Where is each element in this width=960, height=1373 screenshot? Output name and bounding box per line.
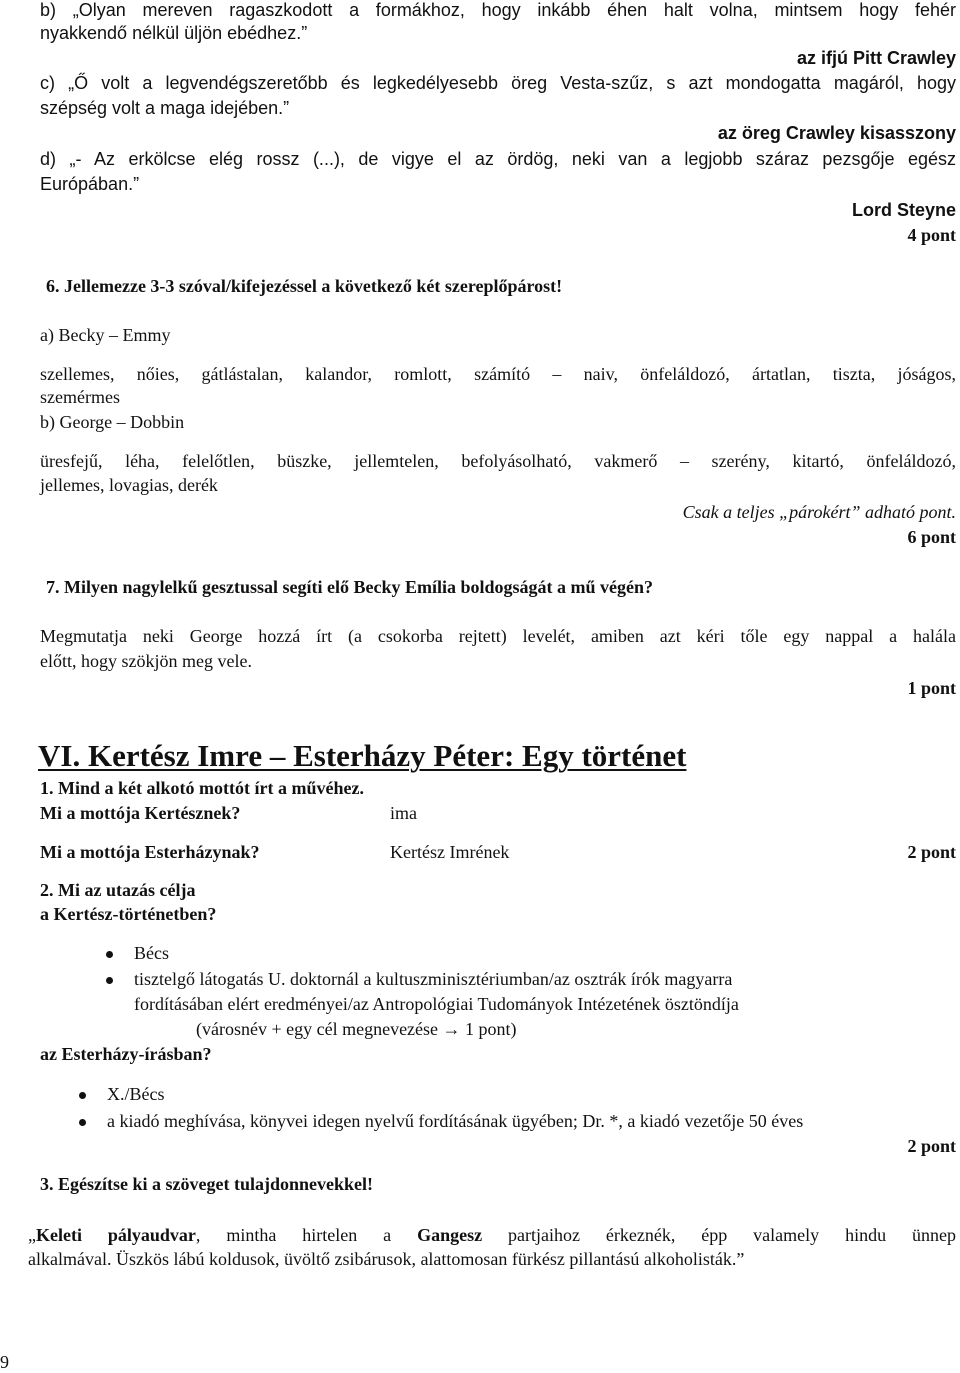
q5-c-line2: szépség volt a maga idejében.” [40, 98, 290, 118]
q6-note: Csak a teljes „párokért” adható pont. [682, 502, 956, 522]
q5-points: 4 pont [907, 225, 956, 245]
q6-a-line1: szellemes, nőies, gátlástalan, kalandor, romlott, számító – naiv, önfeláldozó, ártatlan, tiszta, jóságos, [40, 364, 956, 384]
s6-q3-answer-2: Gangesz [417, 1225, 483, 1245]
s6-q3-title: 3. Egészítse ki a szöveget tulajdonnevekkel! [40, 1174, 373, 1194]
q7-points: 1 pont [907, 678, 956, 698]
bullet-icon [106, 951, 113, 958]
s6-q2-title-line1: 2. Mi az utazás célja [40, 880, 196, 900]
section-title: VI. Kertész Imre – Esterházy Péter: Egy történet [38, 738, 687, 773]
q7-answer-line2: előtt, hogy szökjön meg vele. [40, 651, 252, 671]
q7-title: 7. Milyen nagylelkű gesztussal segíti elő Becky Emília boldogságát a mű végén? [46, 577, 654, 597]
s6-q2-esterhazy-bullet-1: X./Bécs [107, 1084, 165, 1104]
q5-c-answer: az öreg Crawley kisasszony [717, 123, 956, 143]
q6-a-label: a) Becky – Emmy [40, 325, 171, 345]
bullet-icon [79, 1092, 86, 1099]
s6-q2-esterhazy-label: az Esterházy-írásban? [40, 1044, 212, 1064]
s6-q1-points: 2 pont [907, 842, 956, 862]
s6-q2-kertesz-note: (városnév + egy cél megnevezése → 1 pont) [196, 1019, 517, 1039]
page-number: 9 [0, 1352, 9, 1372]
s6-q3-line2: alkalmával. Üszkös lábú koldusok, üvöltő zsibárusok, alattomosan fürkész pillantású alkoholisták.” [28, 1249, 745, 1269]
q6-title: 6. Jellemezze 3-3 szóval/kifejezéssel a következő két szereplőpárost! [46, 276, 563, 296]
s6-q2-esterhazy-bullet-2: a kiadó meghívása, könyvei idegen nyelvű fordításának ügyében; Dr. *, a kiadó vezetője 50 éves [107, 1111, 804, 1131]
q6-points: 6 pont [907, 527, 956, 547]
q5-d-line2: Európában.” [40, 174, 140, 194]
q6-b-line2: jellemes, lovagias, derék [40, 475, 218, 495]
q5-b-answer: az ifjú Pitt Crawley [796, 48, 956, 68]
s6-q1-title: 1. Mind a két alkotó mottót írt a művéhez. [40, 778, 364, 798]
q6-b-label: b) George – Dobbin [40, 412, 185, 432]
q5-b-line2: nyakkendő nélkül üljön ebédhez.” [40, 23, 308, 43]
s6-q1-esterhazy-label: Mi a mottója Esterházynak? [40, 842, 260, 862]
s6-q3-text-2: , mintha hirtelen a [195, 1225, 418, 1245]
s6-q3-line1 [28, 1225, 956, 1246]
s6-q2-title-line2: a Kertész-történetben? [40, 904, 217, 924]
s6-q3-text-3: partjaihoz érkeznék, épp valamely hindu ünnep [482, 1225, 956, 1245]
s6-q1-esterhazy-answer: Kertész Imrének [390, 842, 510, 862]
q5-c-line1: c) „Ő volt a legvendégszeretőbb és legkedélyesebb öreg Vesta-szűz, s azt mondogatta magáról, hogy [40, 73, 956, 93]
bullet-icon [79, 1119, 86, 1126]
s6-q2-kertesz-cont: fordításában elért eredményei/az Antropológiai Tudományok Intézetének ösztöndíja [134, 994, 739, 1014]
s6-q3-text-1: „ [28, 1225, 36, 1245]
bullet-icon [106, 977, 113, 984]
q6-a-line2: szemérmes [40, 387, 120, 407]
s6-q2-points: 2 pont [907, 1136, 956, 1156]
q6-b-line1: üresfejű, léha, felelőtlen, büszke, jellemtelen, befolyásolható, vakmerő – szerény, kitartó, önfeláldozó, [40, 451, 956, 471]
s6-q3-answer-1: Keleti pályaudvar [36, 1225, 196, 1245]
s6-q2-kertesz-bullet-1: Bécs [134, 943, 169, 963]
q5-d-line1: d) „- Az erkölcse elég rossz (...), de vigye el az ördög, neki van a legjobb száraz pezsgője egész [40, 149, 956, 169]
s6-q1-kertesz-answer: ima [390, 803, 417, 823]
q5-d-answer: Lord Steyne [851, 200, 956, 220]
q5-b-line1: b) „Olyan mereven ragaszkodott a formákhoz, hogy inkább éhen halt volna, mintsem hogy fehér [40, 0, 956, 20]
s6-q1-kertesz-label: Mi a mottója Kertésznek? [40, 803, 241, 823]
s6-q2-kertesz-bullet-2: tisztelgő látogatás U. doktornál a kultuszminisztériumban/az osztrák írók magyarra [134, 969, 733, 989]
q7-answer-line1: Megmutatja neki George hozzá írt (a csokorba rejtett) levelét, amiben azt kéri tőle egy nappal a halála [40, 626, 956, 646]
